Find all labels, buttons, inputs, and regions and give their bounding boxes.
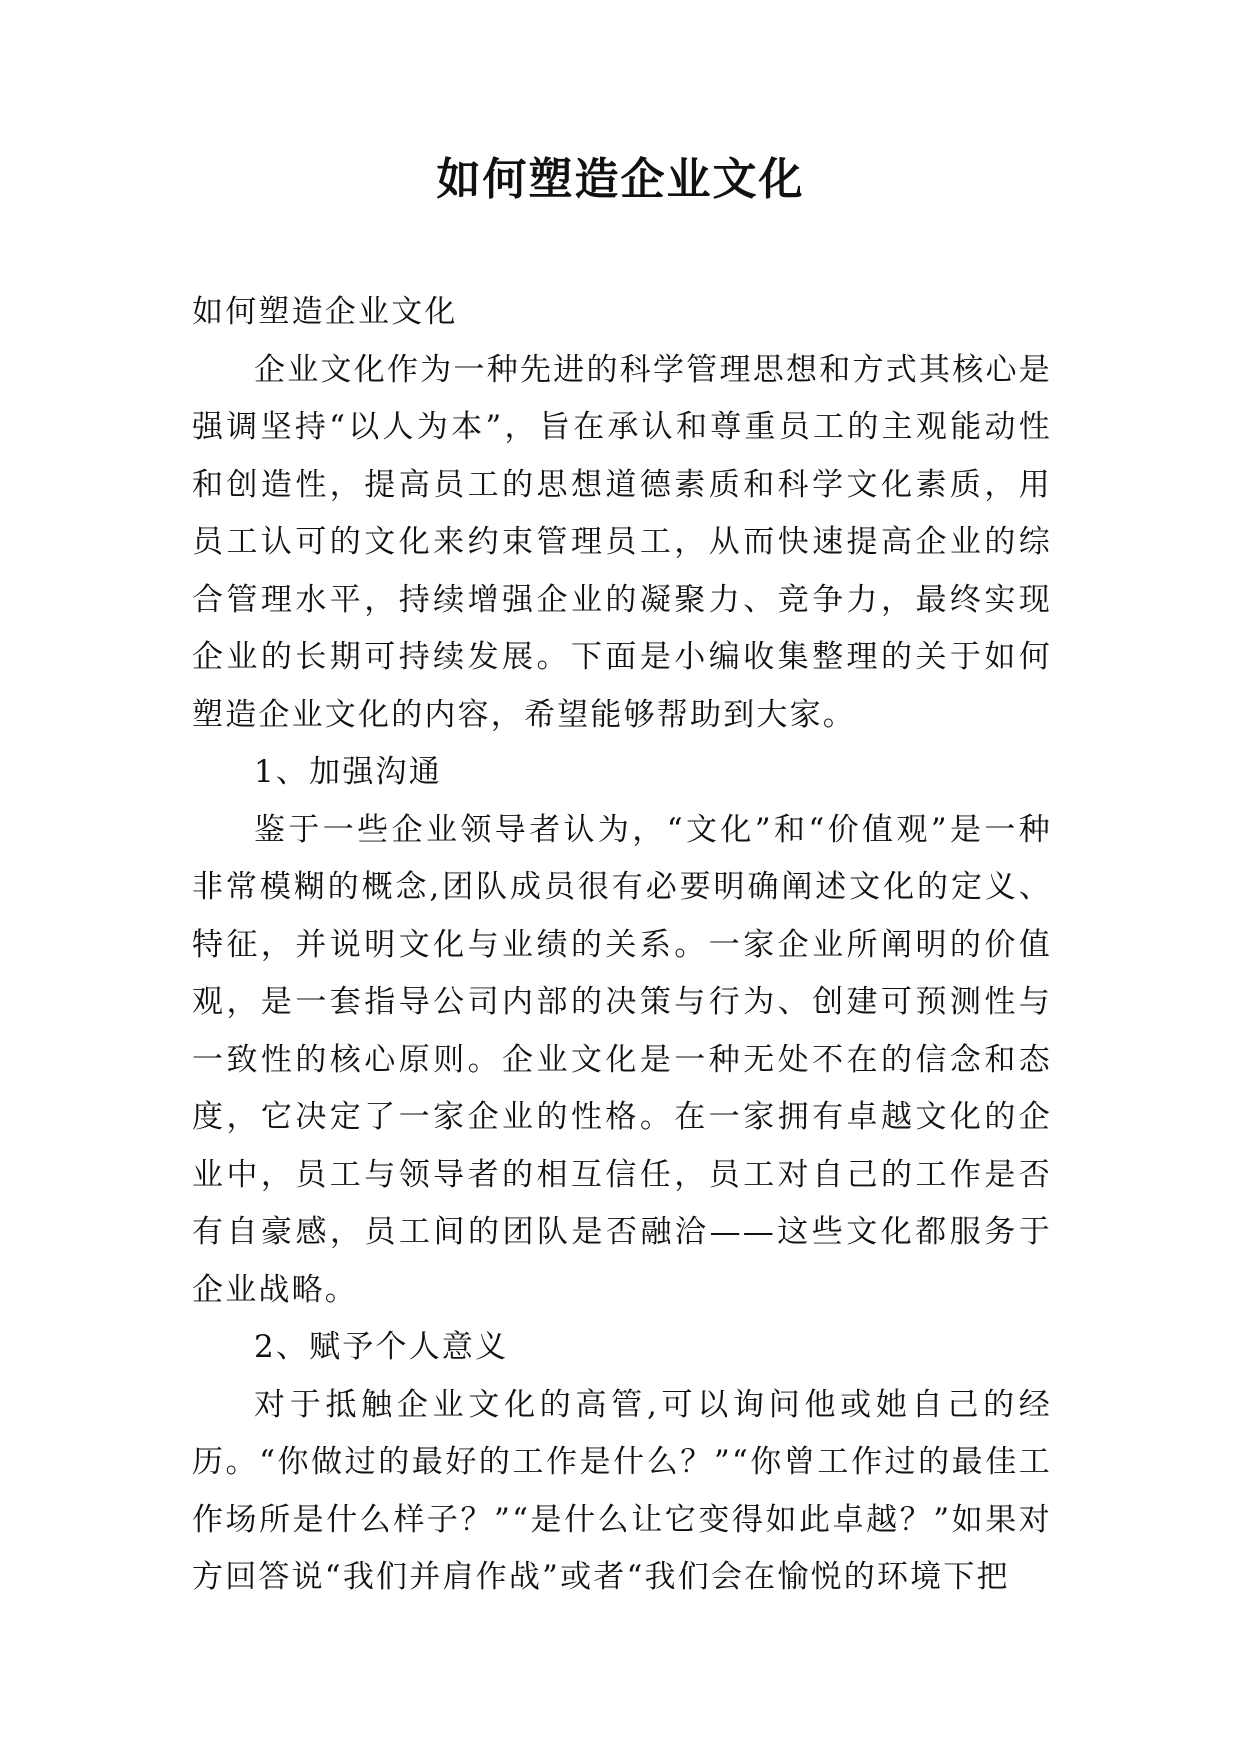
section-2-paragraph: 对于抵触企业文化的高管,可以询问他或她自己的经历。“你做过的最好的工作是什么？”“你曾工作过的最佳工作场所是什么样子？”“是什么让它变得如此卓越？”如果对方回答说“我们并肩作战”或者“我们会在愉悦的环境下把	[192, 1386, 1052, 1595]
section-1-paragraph: 鉴于一些企业领导者认为，“文化”和“价值观”是一种非常模糊的概念,团队成员很有必要明确阐述文化的定义、特征，并说明文化与业绩的关系。一家企业所阐明的价值观，是一套指导公司内部的决策与行为、创建可预测性与一致性的核心原则。企业文化是一种无处不在的信念和态度，它决定了一家企业的性格。在一家拥有卓越文化的企业中，员工与领导者的相互信任，员工对自己的工作是否有自豪感，员工间的团队是否融洽——这些文化都服务于企业战略。	[192, 811, 1052, 1308]
document-body	[192, 284, 1052, 1607]
section-heading-2: 2、赋予个人意义	[254, 1329, 509, 1365]
intro-paragraph: 企业文化作为一种先进的科学管理思想和方式其核心是强调坚持“以人为本”，旨在承认和尊重员工的主观能动性和创造性，提高员工的思想道德素质和科学文化素质，用员工认可的文化来约束管理员工，从而快速提高企业的综合管理水平，持续增强企业的凝聚力、竞争力，最终实现企业的长期可持续发展。下面是小编收集整理的关于如何塑造企业文化的内容，希望能够帮助到大家。	[192, 351, 1052, 733]
document-title: 如何塑造企业文化	[436, 154, 805, 205]
document-subtitle: 如何塑造企业文化	[192, 294, 458, 330]
section-heading-1: 1、加强沟通	[254, 754, 442, 790]
